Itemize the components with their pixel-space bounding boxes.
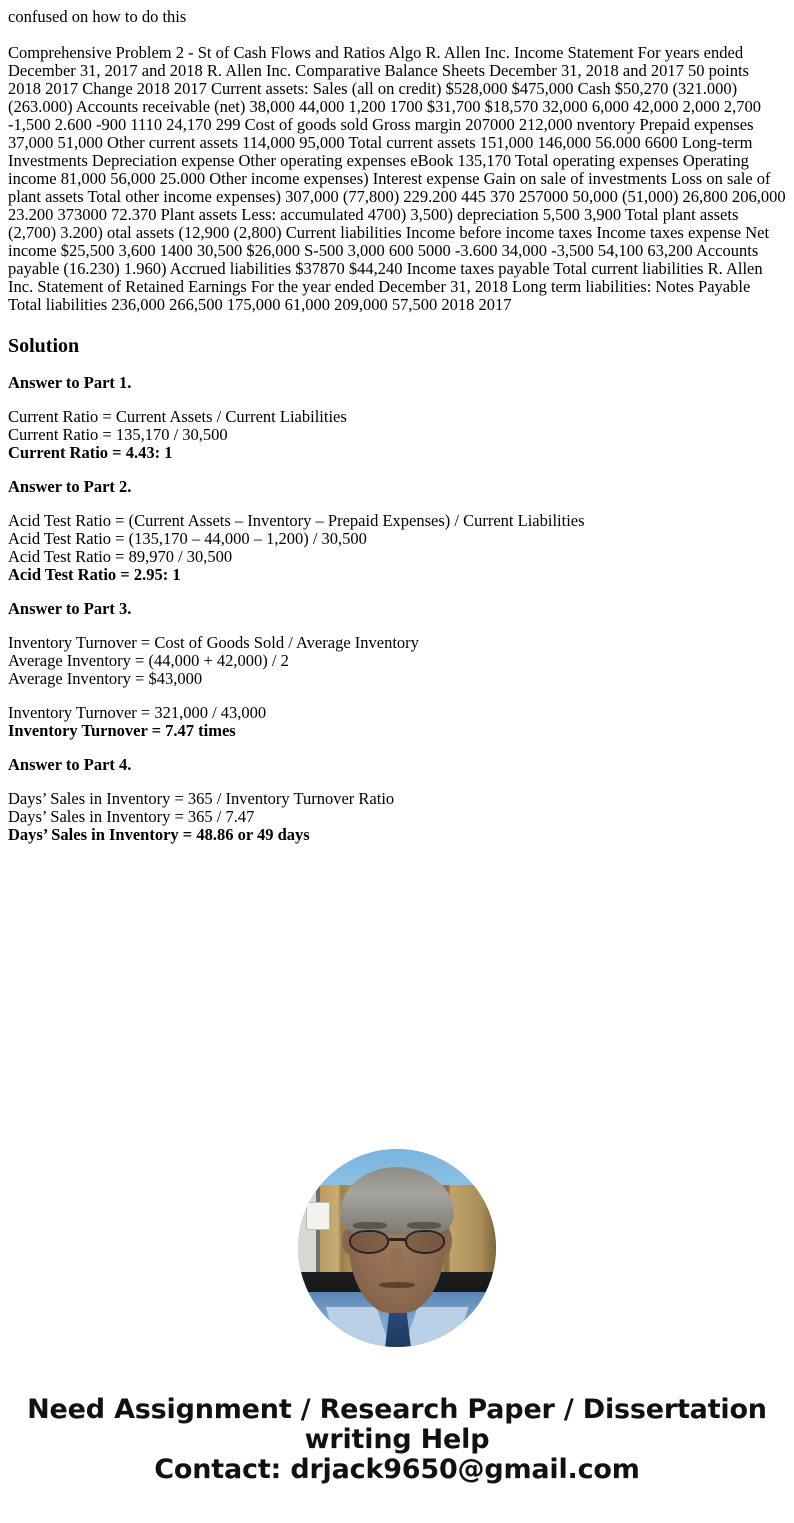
avatar-glasses-bridge — [389, 1238, 404, 1241]
answer-part-4 — [8, 756, 786, 844]
solution-heading: Solution — [8, 335, 80, 357]
calc-line: Days’ Sales in Inventory = 365 / 7.47 — [8, 807, 255, 826]
spacer — [8, 496, 786, 512]
answer-part-2 — [8, 478, 786, 584]
promo-block — [8, 1395, 786, 1485]
spacer — [8, 358, 786, 374]
problem-statement-text: Comprehensive Problem 2 - St of Cash Flows and Ratios Algo R. Allen Inc. Income Statement For years ended December 31, 2017 and 2018 R. Allen Inc. Comparative Balance Sheets December 31, 2018 and 2017 50 points 2018 2017 Change 2018 2017 Current assets: Sales (all on credit) $528,000 $475,000 Cash $50,270 (321.000) (263.000) Accounts receivable (net) 38,000 44,000 1,200 1700 $31,700 $18,570 32,000 6,000 42,000 2,000 2,700 -1,500 2.600 -900 1110 24,170 299 Cost of goods sold Gross margin 207000 212,000 nventory Prepaid expenses 37,000 51,000 Other current assets 114,000 95,000 Total current assets 151,000 146,000 56.000 6600 Long-term Investments Depreciation expense Other operating expenses eBook 135,170 Total operating expenses Operating income 81,000 56,000 25.000 Other income expenses) Interest expense Gain on sale of investments Loss on sale of plant assets Total other income expenses) 307,000 (77,800) 229.200 445 370 257000 50,000 (51,000) 26,800 206,000 23.200 373000 72.370 Plant assets Less: accumulated 4700) 3,500) depreciation 5,500 3,900 Total plant assets (2,700) 3.200) otal assets (12,900 (2,800) Current liabilities Income before income taxes Income taxes expense Net income $25,500 3,600 1400 30,500 $26,000 S-500 3,000 600 5000 -3.600 34,000 -3,500 54,100 63,200 Accounts payable (16.230) 1.960) Accrued liabilities $37870 $44,240 Income taxes payable Total current liabilities R. Allen Inc. Statement of Retained Earnings For the year ended December 31, 2018 Long term liabilities: Notes Payable Total liabilities 236,000 266,500 175,000 61,000 209,000 57,500 2018 2017 — [8, 43, 786, 314]
calc-line: Average Inventory = (44,000 + 42,000) / 2 — [8, 651, 289, 670]
answer-part-heading: Answer to Part 2. — [8, 477, 132, 496]
spacer — [8, 462, 786, 478]
avatar-eyebrow-right — [407, 1222, 441, 1229]
promo-line-2: writing Help — [304, 1424, 490, 1455]
answer-part-heading: Answer to Part 4. — [8, 755, 132, 774]
calc-result: Current Ratio = 4.43: 1 — [8, 443, 173, 462]
avatar-lens-right — [405, 1230, 445, 1254]
avatar — [298, 1149, 496, 1347]
spacer-before-promo — [8, 1347, 786, 1395]
calc-line: Current Ratio = Current Assets / Current Liabilities — [8, 407, 347, 426]
spacer — [8, 392, 786, 408]
calc-result: Days’ Sales in Inventory = 48.86 or 49 days — [8, 825, 310, 844]
promo-contact-line[interactable]: Contact: drjack9650@gmail.com — [154, 1454, 640, 1485]
calc-line: Average Inventory = $43,000 — [8, 669, 203, 688]
question-intro-text: confused on how to do this — [8, 7, 187, 26]
avatar-lens-left — [349, 1230, 389, 1254]
spacer — [8, 314, 786, 334]
calc-line: Acid Test Ratio = 89,970 / 30,500 — [8, 547, 233, 566]
calc-result: Inventory Turnover = 7.47 times — [8, 721, 236, 740]
avatar-container — [8, 1149, 786, 1347]
calc-line: Days’ Sales in Inventory = 365 / Inventory Turnover Ratio — [8, 789, 395, 808]
avatar-mouth — [379, 1282, 415, 1288]
calc-line: Inventory Turnover = Cost of Goods Sold / Average Inventory — [8, 633, 419, 652]
calc-line: Acid Test Ratio = (135,170 – 44,000 – 1,200) / 30,500 — [8, 529, 367, 548]
calc-result: Acid Test Ratio = 2.95: 1 — [8, 565, 181, 584]
spacer-before-avatar — [8, 844, 786, 1149]
avatar-nose — [390, 1248, 404, 1274]
answer-part-3 — [8, 600, 786, 740]
spacer — [8, 740, 786, 756]
answer-part-1 — [8, 374, 786, 462]
calc-line: Inventory Turnover = 321,000 / 43,000 — [8, 703, 267, 722]
spacer — [8, 774, 786, 790]
spacer — [8, 688, 786, 704]
spacer — [8, 584, 786, 600]
spacer — [8, 26, 786, 44]
spacer — [8, 618, 786, 634]
answer-part-heading: Answer to Part 1. — [8, 373, 132, 392]
promo-line-1: Need Assignment / Research Paper / Dissertation — [27, 1394, 767, 1425]
avatar-eyebrow-left — [353, 1222, 387, 1229]
answer-part-heading: Answer to Part 3. — [8, 599, 132, 618]
calc-line: Current Ratio = 135,170 / 30,500 — [8, 425, 228, 444]
calc-line: Acid Test Ratio = (Current Assets – Inventory – Prepaid Expenses) / Current Liabilities — [8, 511, 585, 530]
